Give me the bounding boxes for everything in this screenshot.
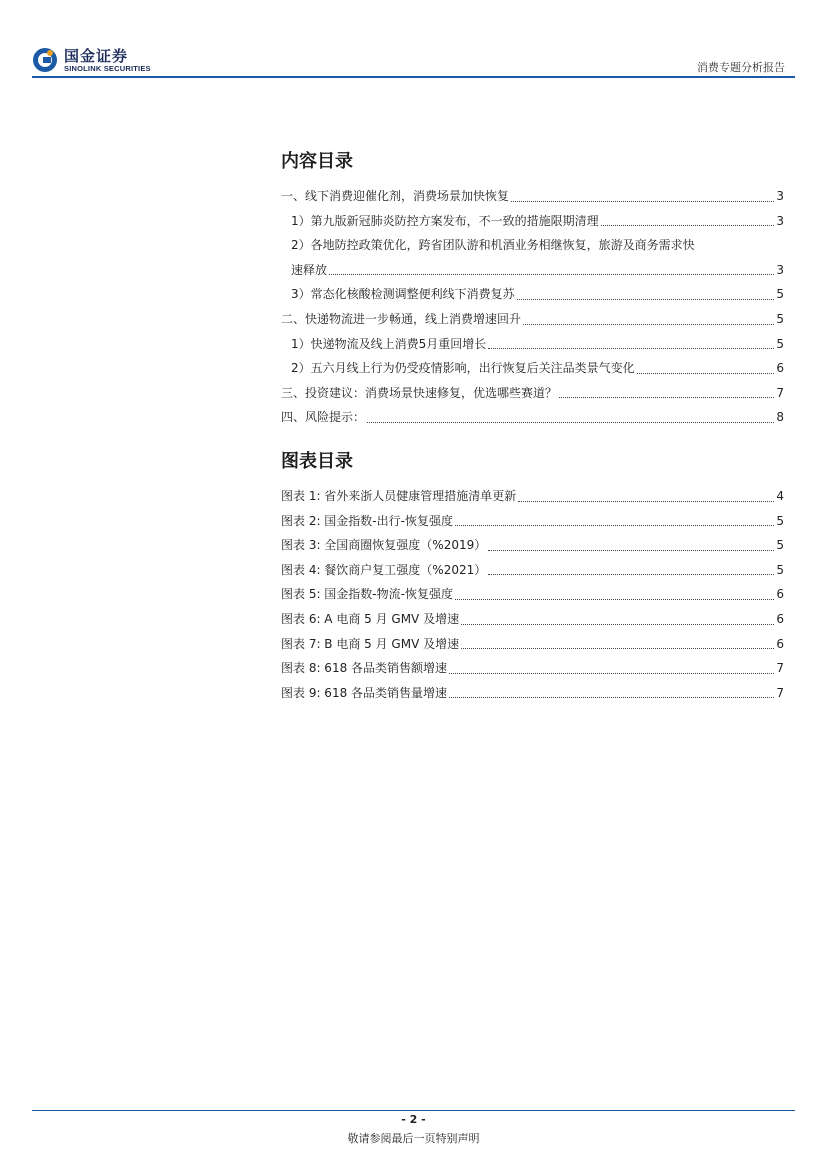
table-of-contents-area xyxy=(281,150,784,705)
toc-entry[interactable] xyxy=(281,233,784,282)
figure-entry-text: 图表 1: 省外来浙人员健康管理措施清单更新 xyxy=(281,488,517,503)
figure-entry-page: 6 xyxy=(776,587,784,602)
report-type-label: 消费专题分析报告 xyxy=(697,61,785,74)
toc-entry-page: 7 xyxy=(776,385,784,400)
toc-entry-page: 3 xyxy=(776,189,784,203)
toc-entry[interactable] xyxy=(281,405,784,430)
figure-entry-text: 图表 2: 国金指数-出行-恢复强度 xyxy=(281,513,453,528)
figure-entry-text: 图表 5: 国金指数-物流-恢复强度 xyxy=(281,587,453,602)
toc-entry[interactable] xyxy=(281,356,784,381)
page-header xyxy=(0,0,827,80)
figure-entry[interactable] xyxy=(281,607,784,632)
figure-entry-text: 图表 9: 618 各品类销售量增速 xyxy=(281,685,448,700)
dot-leader xyxy=(461,648,774,649)
toc-entry[interactable] xyxy=(281,184,784,209)
figure-entry-text: 图表 7: B 电商 5 月 GMV 及增速 xyxy=(281,636,460,651)
toc-entry-page: 5 xyxy=(776,336,784,351)
dot-leader xyxy=(637,373,775,374)
figure-entry[interactable] xyxy=(281,632,784,657)
toc-entry[interactable] xyxy=(281,282,784,307)
toc-entry-page: 6 xyxy=(776,361,784,376)
dot-leader xyxy=(488,348,774,349)
toc-entry-page: 5 xyxy=(776,287,784,302)
toc-list xyxy=(281,184,784,430)
figure-entry-page: 5 xyxy=(776,562,784,577)
dot-leader xyxy=(488,574,774,575)
toc-entry-text: 1）快递物流及线上消费5月重回增长 xyxy=(291,336,487,351)
footer-divider xyxy=(32,1110,795,1111)
toc-entry-text: 二、快递物流进一步畅通，线上消费增速回升 xyxy=(281,311,522,326)
toc-entry-text: 四、风险提示： xyxy=(281,410,366,425)
logo-chinese-name: 国金证券 xyxy=(64,46,129,65)
logo-english-name: SINOLINK SECURITIES xyxy=(64,63,151,73)
figure-entry-page: 7 xyxy=(776,685,784,700)
figures-list xyxy=(281,484,784,705)
dot-leader xyxy=(559,397,774,398)
toc-entry[interactable] xyxy=(281,307,784,332)
toc-title: 内容目录 xyxy=(281,151,353,172)
toc-entry-page: 3 xyxy=(776,213,784,228)
dot-leader xyxy=(455,525,774,526)
figure-entry[interactable] xyxy=(281,656,784,681)
dot-leader xyxy=(601,225,775,226)
figure-entry[interactable] xyxy=(281,558,784,583)
figures-title: 图表目录 xyxy=(281,450,353,472)
dot-leader xyxy=(517,299,775,300)
figure-entry-page: 5 xyxy=(776,513,784,528)
company-logo xyxy=(32,47,151,73)
sinolink-logo-icon xyxy=(32,47,58,73)
figure-entry-page: 7 xyxy=(776,661,784,676)
toc-entry-page: 8 xyxy=(776,410,784,425)
figure-entry-page: 4 xyxy=(776,488,784,503)
figure-entry[interactable] xyxy=(281,484,784,509)
figure-entry[interactable] xyxy=(281,533,784,558)
figure-entry-page: 6 xyxy=(776,611,784,626)
toc-entry[interactable] xyxy=(281,332,784,357)
toc-entry[interactable] xyxy=(281,209,784,234)
toc-entry-page: 5 xyxy=(776,311,784,326)
toc-entry-text: 一、线下消费迎催化剂，消费场景加快恢复 xyxy=(281,189,510,203)
figure-entry-text: 图表 3: 全国商圈恢复强度（%2019） xyxy=(281,538,487,553)
dot-leader xyxy=(367,422,774,423)
toc-entry-text: 2）五六月线上行为仍受疫情影响，出行恢复后关注品类景气变化 xyxy=(291,361,635,376)
figure-entry-text: 图表 6: A 电商 5 月 GMV 及增速 xyxy=(281,611,460,626)
dot-leader xyxy=(329,274,774,275)
disclaimer-note: 敬请参阅最后一页特别声明 xyxy=(347,1132,480,1145)
toc-entry[interactable] xyxy=(281,381,784,406)
figure-entry-page: 5 xyxy=(776,538,784,553)
dot-leader xyxy=(455,599,774,600)
dot-leader xyxy=(488,550,774,551)
dot-leader xyxy=(511,201,774,202)
figure-entry-page: 6 xyxy=(776,636,784,651)
toc-entry-text: 三、投资建议：消费场景快速修复，优选哪些赛道？ xyxy=(281,385,558,400)
dot-leader xyxy=(461,624,774,625)
figure-entry-text: 图表 8: 618 各品类销售额增速 xyxy=(281,661,448,676)
figure-entry[interactable] xyxy=(281,509,784,534)
dot-leader xyxy=(518,501,774,502)
dot-leader xyxy=(449,673,774,674)
toc-entry-text: 1）第九版新冠肺炎防控方案发布，不一致的措施限期清理 xyxy=(291,213,599,228)
toc-entry-text-line2: 速释放 xyxy=(291,262,328,277)
page-number: - 2 - xyxy=(401,1113,426,1126)
figure-entry[interactable] xyxy=(281,582,784,607)
header-divider xyxy=(32,76,795,78)
toc-entry-page: 3 xyxy=(776,262,784,277)
toc-entry-text-line1: 2）各地防控政策优化，跨省团队游和机酒业务相继恢复，旅游及商务需求快 xyxy=(291,238,695,253)
figure-entry-text: 图表 4: 餐饮商户复工强度（%2021） xyxy=(281,562,487,577)
figure-entry[interactable] xyxy=(281,681,784,706)
dot-leader xyxy=(449,697,774,698)
dot-leader xyxy=(523,324,774,325)
toc-entry-text: 3）常态化核酸检测调整便利线下消费复苏 xyxy=(291,287,515,302)
